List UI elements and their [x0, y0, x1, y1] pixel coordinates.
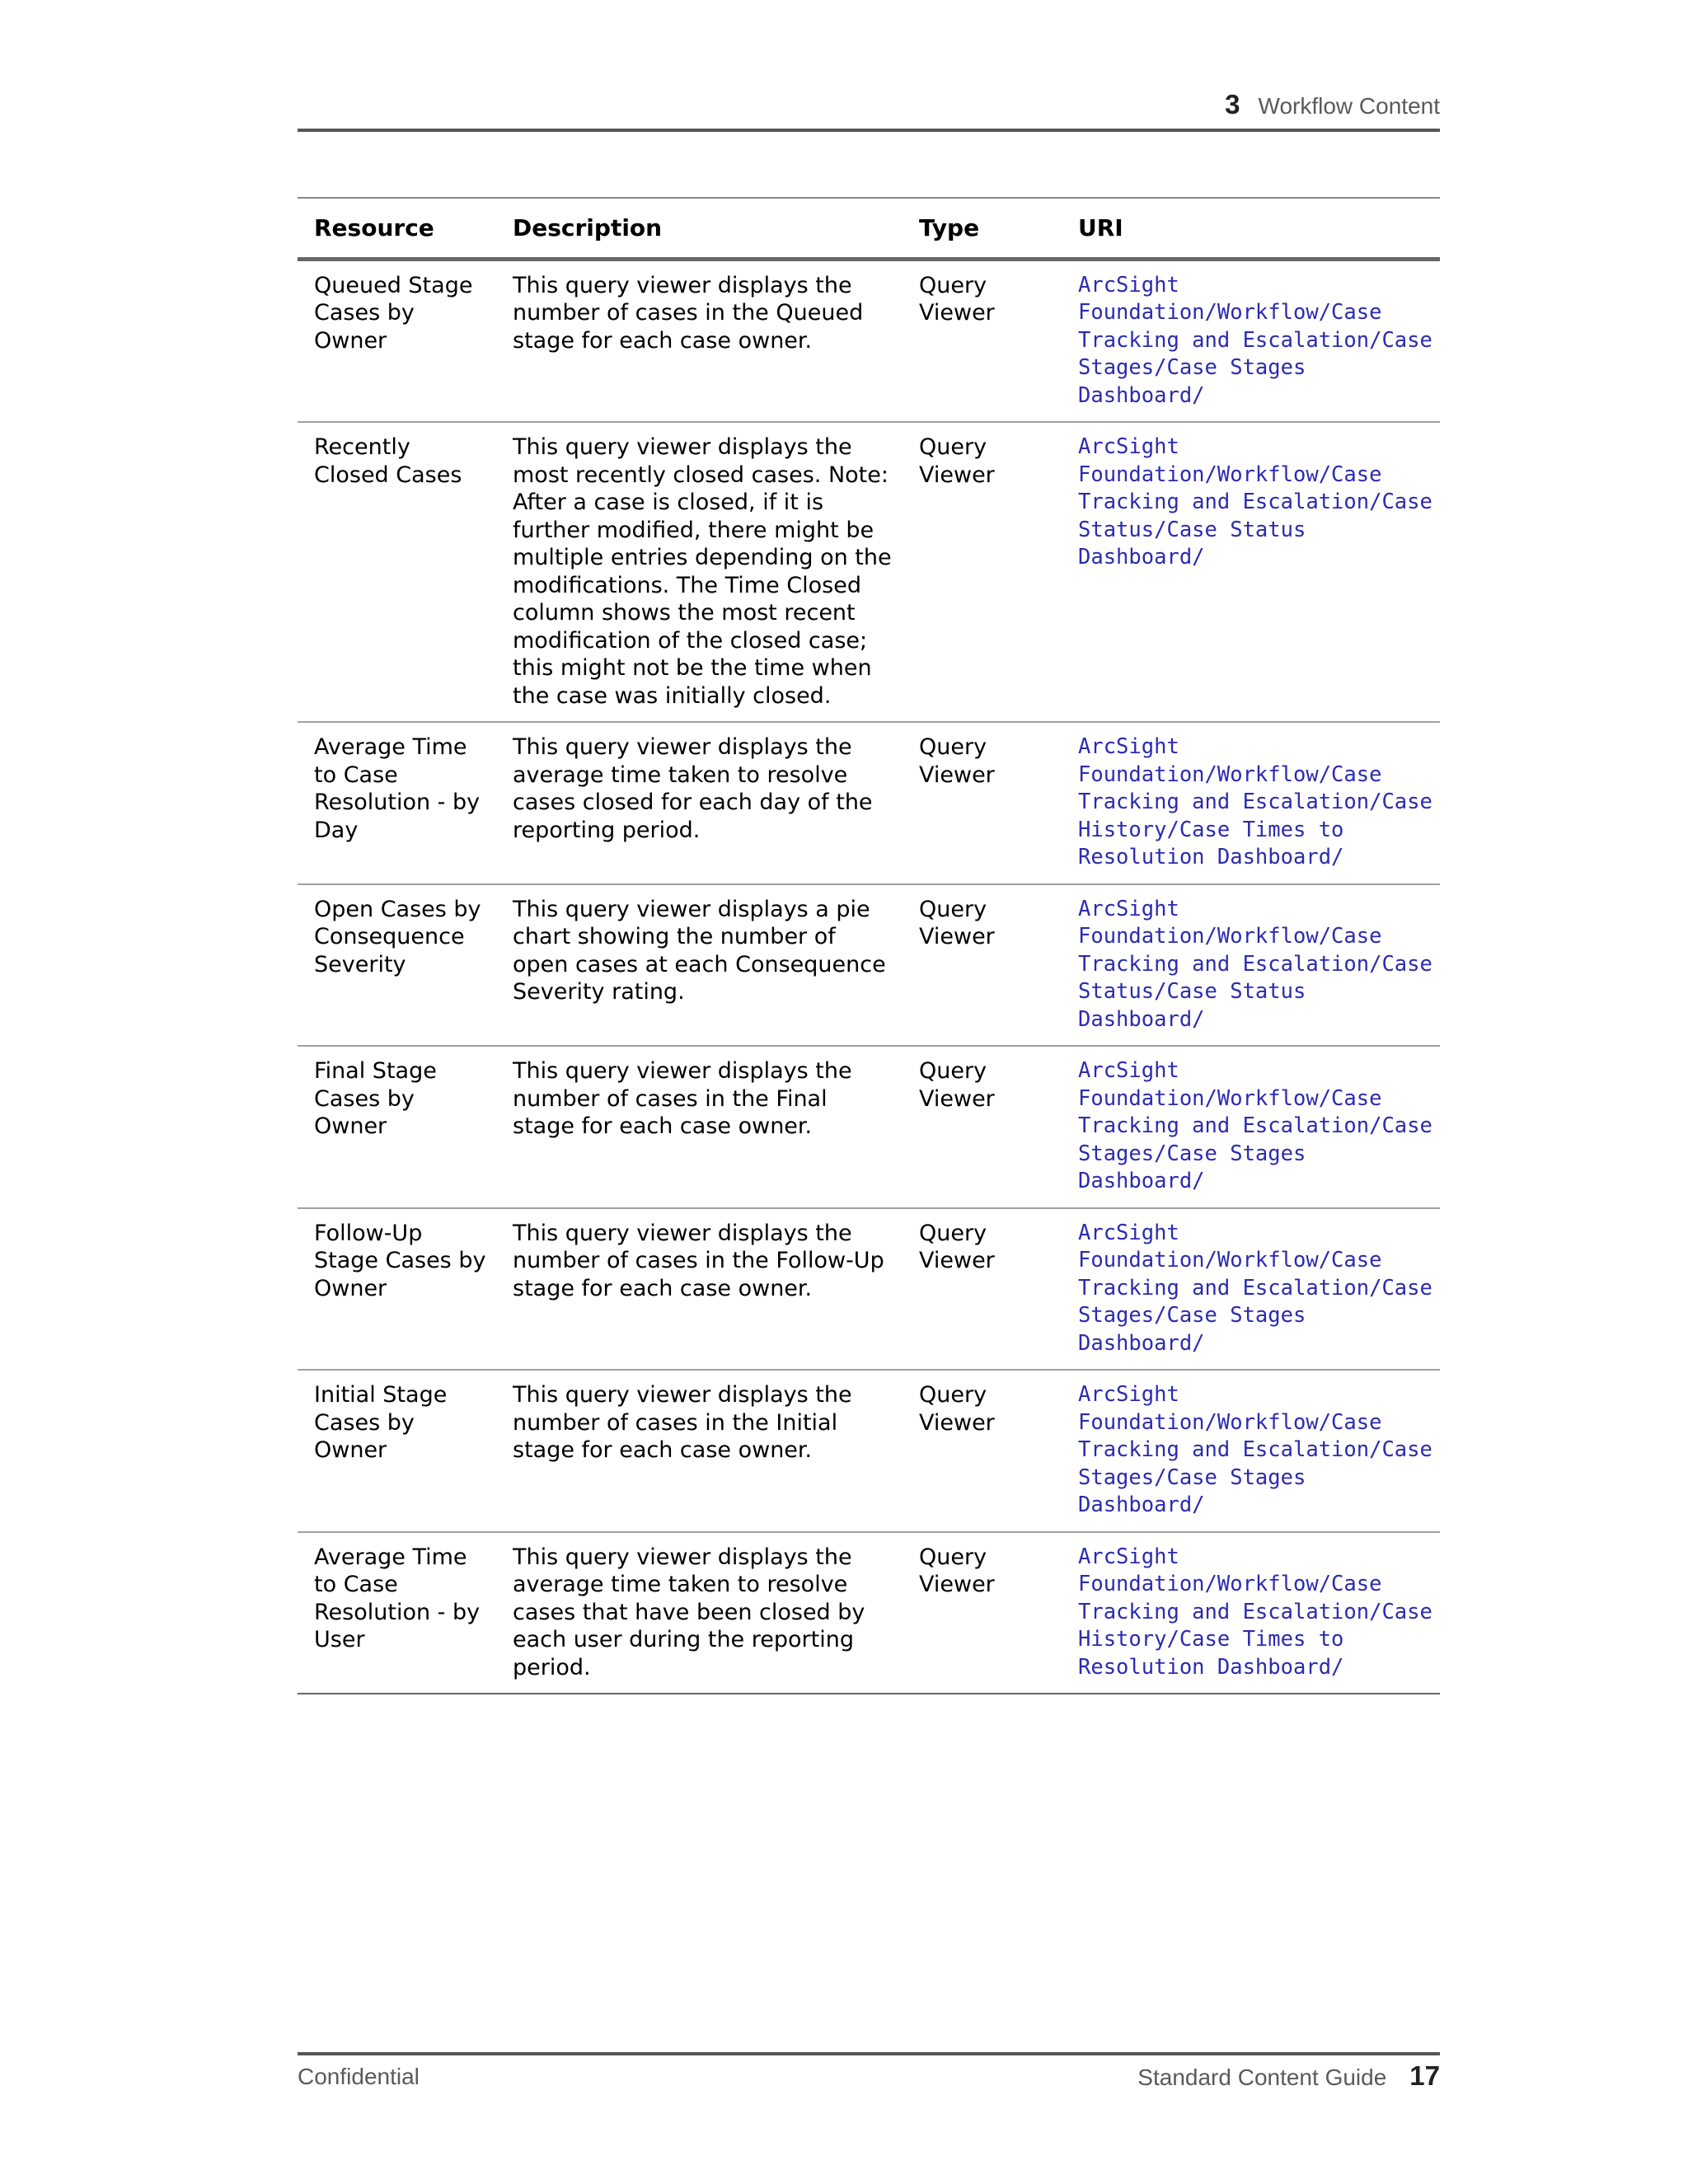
table-row — [298, 1046, 1440, 1208]
uri-link[interactable]: ArcSight Foundation/Workflow/Case Tracking and Escalation/Case Status/Case Status Dashboard/ — [1062, 884, 1440, 1047]
chapter-title: Workflow Content — [1258, 93, 1440, 119]
page-number: 17 — [1409, 2060, 1440, 2091]
type-cell: Query Viewer — [903, 1046, 1062, 1208]
uri-link[interactable]: ArcSight Foundation/Workflow/Case Tracking and Escalation/Case Stages/Case Stages Dashboard/ — [1062, 1208, 1440, 1371]
type-cell: Query Viewer — [903, 422, 1062, 722]
description-cell: This query viewer displays the number of cases in the Initial stage for each case owner. — [496, 1370, 903, 1532]
uri-link[interactable]: ArcSight Foundation/Workflow/Case Tracking and Escalation/Case History/Case Times to Resolution Dashboard/ — [1062, 1532, 1440, 1694]
footer-right — [1137, 2060, 1440, 2092]
table-row — [298, 884, 1440, 1047]
table-row — [298, 1532, 1440, 1694]
description-cell: This query viewer displays the number of cases in the Follow-Up stage for each case owner. — [496, 1208, 903, 1371]
guide-title: Standard Content Guide — [1137, 2064, 1387, 2090]
type-cell: Query Viewer — [903, 722, 1062, 884]
table-header-row — [298, 198, 1440, 259]
resource-cell: Initial Stage Cases by Owner — [298, 1370, 496, 1532]
table-row — [298, 1370, 1440, 1532]
column-header-type: Type — [903, 198, 1062, 259]
table-row — [298, 1208, 1440, 1371]
resource-cell: Queued Stage Cases by Owner — [298, 259, 496, 422]
description-cell: This query viewer displays the most recently closed cases. Note: After a case is closed, if it is further modified, there might be multiple entries depending on the modifications. The Time Closed column shows the most recent modification of the closed case; this might not be the time when the case was initially closed. — [496, 422, 903, 722]
type-cell: Query Viewer — [903, 1370, 1062, 1532]
column-header-description: Description — [496, 198, 903, 259]
type-cell: Query Viewer — [903, 1532, 1062, 1694]
uri-link[interactable]: ArcSight Foundation/Workflow/Case Tracking and Escalation/Case Stages/Case Stages Dashboard/ — [1062, 259, 1440, 422]
type-cell: Query Viewer — [903, 884, 1062, 1047]
page-header — [298, 89, 1440, 132]
column-header-uri: URI — [1062, 198, 1440, 259]
resource-cell: Open Cases by Consequence Severity — [298, 884, 496, 1047]
confidential-label: Confidential — [298, 2064, 420, 2089]
chapter-number: 3 — [1225, 89, 1240, 120]
description-cell: This query viewer displays the number of cases in the Final stage for each case owner. — [496, 1046, 903, 1208]
page-footer — [298, 2052, 1440, 2091]
description-cell: This query viewer displays the average time taken to resolve cases that have been closed by each user during the reporting period. — [496, 1532, 903, 1694]
table-row — [298, 259, 1440, 422]
resource-table-container — [298, 197, 1440, 1694]
table-row — [298, 722, 1440, 884]
type-cell: Query Viewer — [903, 1208, 1062, 1371]
column-header-resource: Resource — [298, 198, 496, 259]
resource-cell: Recently Closed Cases — [298, 422, 496, 722]
description-cell: This query viewer displays the average time taken to resolve cases closed for each day of the reporting period. — [496, 722, 903, 884]
uri-link[interactable]: ArcSight Foundation/Workflow/Case Tracking and Escalation/Case Stages/Case Stages Dashboard/ — [1062, 1370, 1440, 1532]
table-row — [298, 422, 1440, 722]
description-cell: This query viewer displays the number of cases in the Queued stage for each case owner. — [496, 259, 903, 422]
uri-link[interactable]: ArcSight Foundation/Workflow/Case Tracking and Escalation/Case Status/Case Status Dashboard/ — [1062, 422, 1440, 722]
uri-link[interactable]: ArcSight Foundation/Workflow/Case Tracking and Escalation/Case Stages/Case Stages Dashboard/ — [1062, 1046, 1440, 1208]
description-cell: This query viewer displays a pie chart showing the number of open cases at each Consequence Severity rating. — [496, 884, 903, 1047]
type-cell: Query Viewer — [903, 259, 1062, 422]
resource-cell: Average Time to Case Resolution - by Day — [298, 722, 496, 884]
resource-table — [298, 197, 1440, 1694]
uri-link[interactable]: ArcSight Foundation/Workflow/Case Tracking and Escalation/Case History/Case Times to Resolution Dashboard/ — [1062, 722, 1440, 884]
resource-cell: Average Time to Case Resolution - by User — [298, 1532, 496, 1694]
chapter-heading — [1225, 89, 1440, 120]
resource-cell: Final Stage Cases by Owner — [298, 1046, 496, 1208]
resource-cell: Follow-Up Stage Cases by Owner — [298, 1208, 496, 1371]
